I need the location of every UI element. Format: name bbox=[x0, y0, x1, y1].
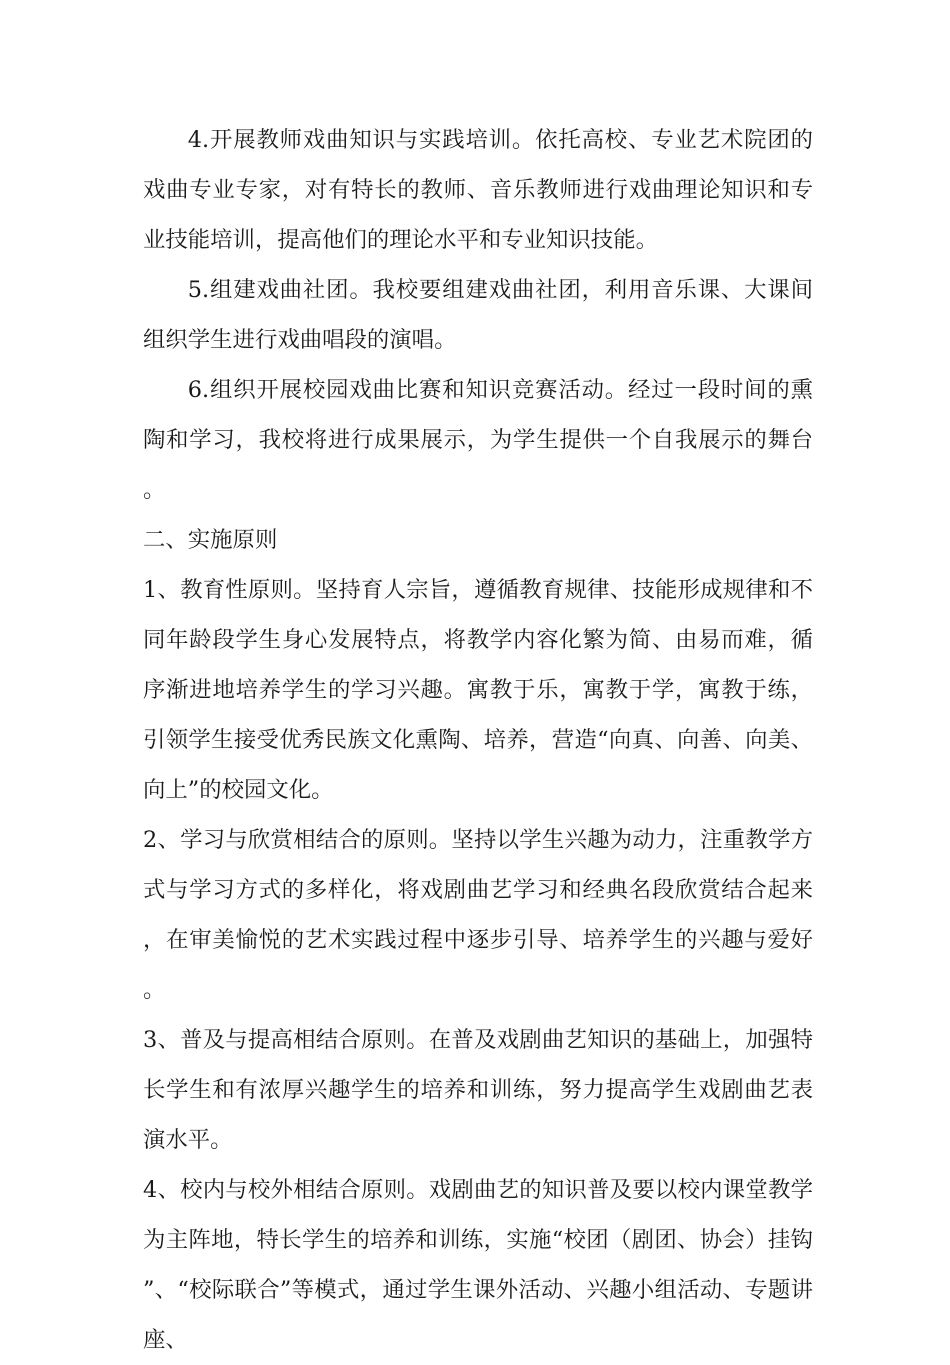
paragraph-principle-education: 1、教育性原则。坚持育人宗旨，遵循教育规律、技能形成规律和不同年龄段学生身心发展特点，将教学内容化繁为简、由易而难，循序渐进地培养学生的学习兴趣。寓教于乐，寓教于学，寓教于练，引领学生接受优秀民族文化熏陶、培养，营造“向真、向善、向美、向上”的校园文化。 bbox=[143, 577, 813, 803]
paragraph-teacher-training: 4.开展教师戏曲知识与实践培训。依托高校、专业艺术院团的戏曲专业专家，对有特长的教师、音乐教师进行戏曲理论知识和专业技能培训，提高他们的理论水平和专业知识技能。 bbox=[143, 127, 813, 253]
section-heading-principles: 二、实施原则 bbox=[143, 527, 278, 553]
paragraph-principle-inside-outside: 4、校内与校外相结合原则。戏剧曲艺的知识普及要以校内课堂教学为主阵地，特长学生的培养和训练，实施“校团（剧团、协会）挂钩”、“校际联合”等模式，通过学生课外活动、兴趣小组活动、专题讲座、 bbox=[143, 1177, 813, 1353]
paragraph-principle-popularization: 3、普及与提高相结合原则。在普及戏剧曲艺知识的基础上，加强特长学生和有浓厚兴趣学生的培养和训练，努力提高学生戏剧曲艺表演水平。 bbox=[143, 1027, 813, 1153]
document-body bbox=[143, 115, 813, 1365]
paragraph-opera-club: 5.组建戏曲社团。我校要组建戏曲社团，利用音乐课、大课间组织学生进行戏曲唱段的演唱。 bbox=[143, 277, 813, 353]
paragraph-principle-learning-appreciation: 2、学习与欣赏相结合的原则。坚持以学生兴趣为动力，注重教学方式与学习方式的多样化，将戏剧曲艺学习和经典名段欣赏结合起来，在审美愉悦的艺术实践过程中逐步引导、培养学生的兴趣与爱好。 bbox=[143, 827, 813, 1003]
paragraph-competition: 6.组织开展校园戏曲比赛和知识竞赛活动。经过一段时间的熏陶和学习，我校将进行成果展示，为学生提供一个自我展示的舞台。 bbox=[143, 377, 813, 503]
